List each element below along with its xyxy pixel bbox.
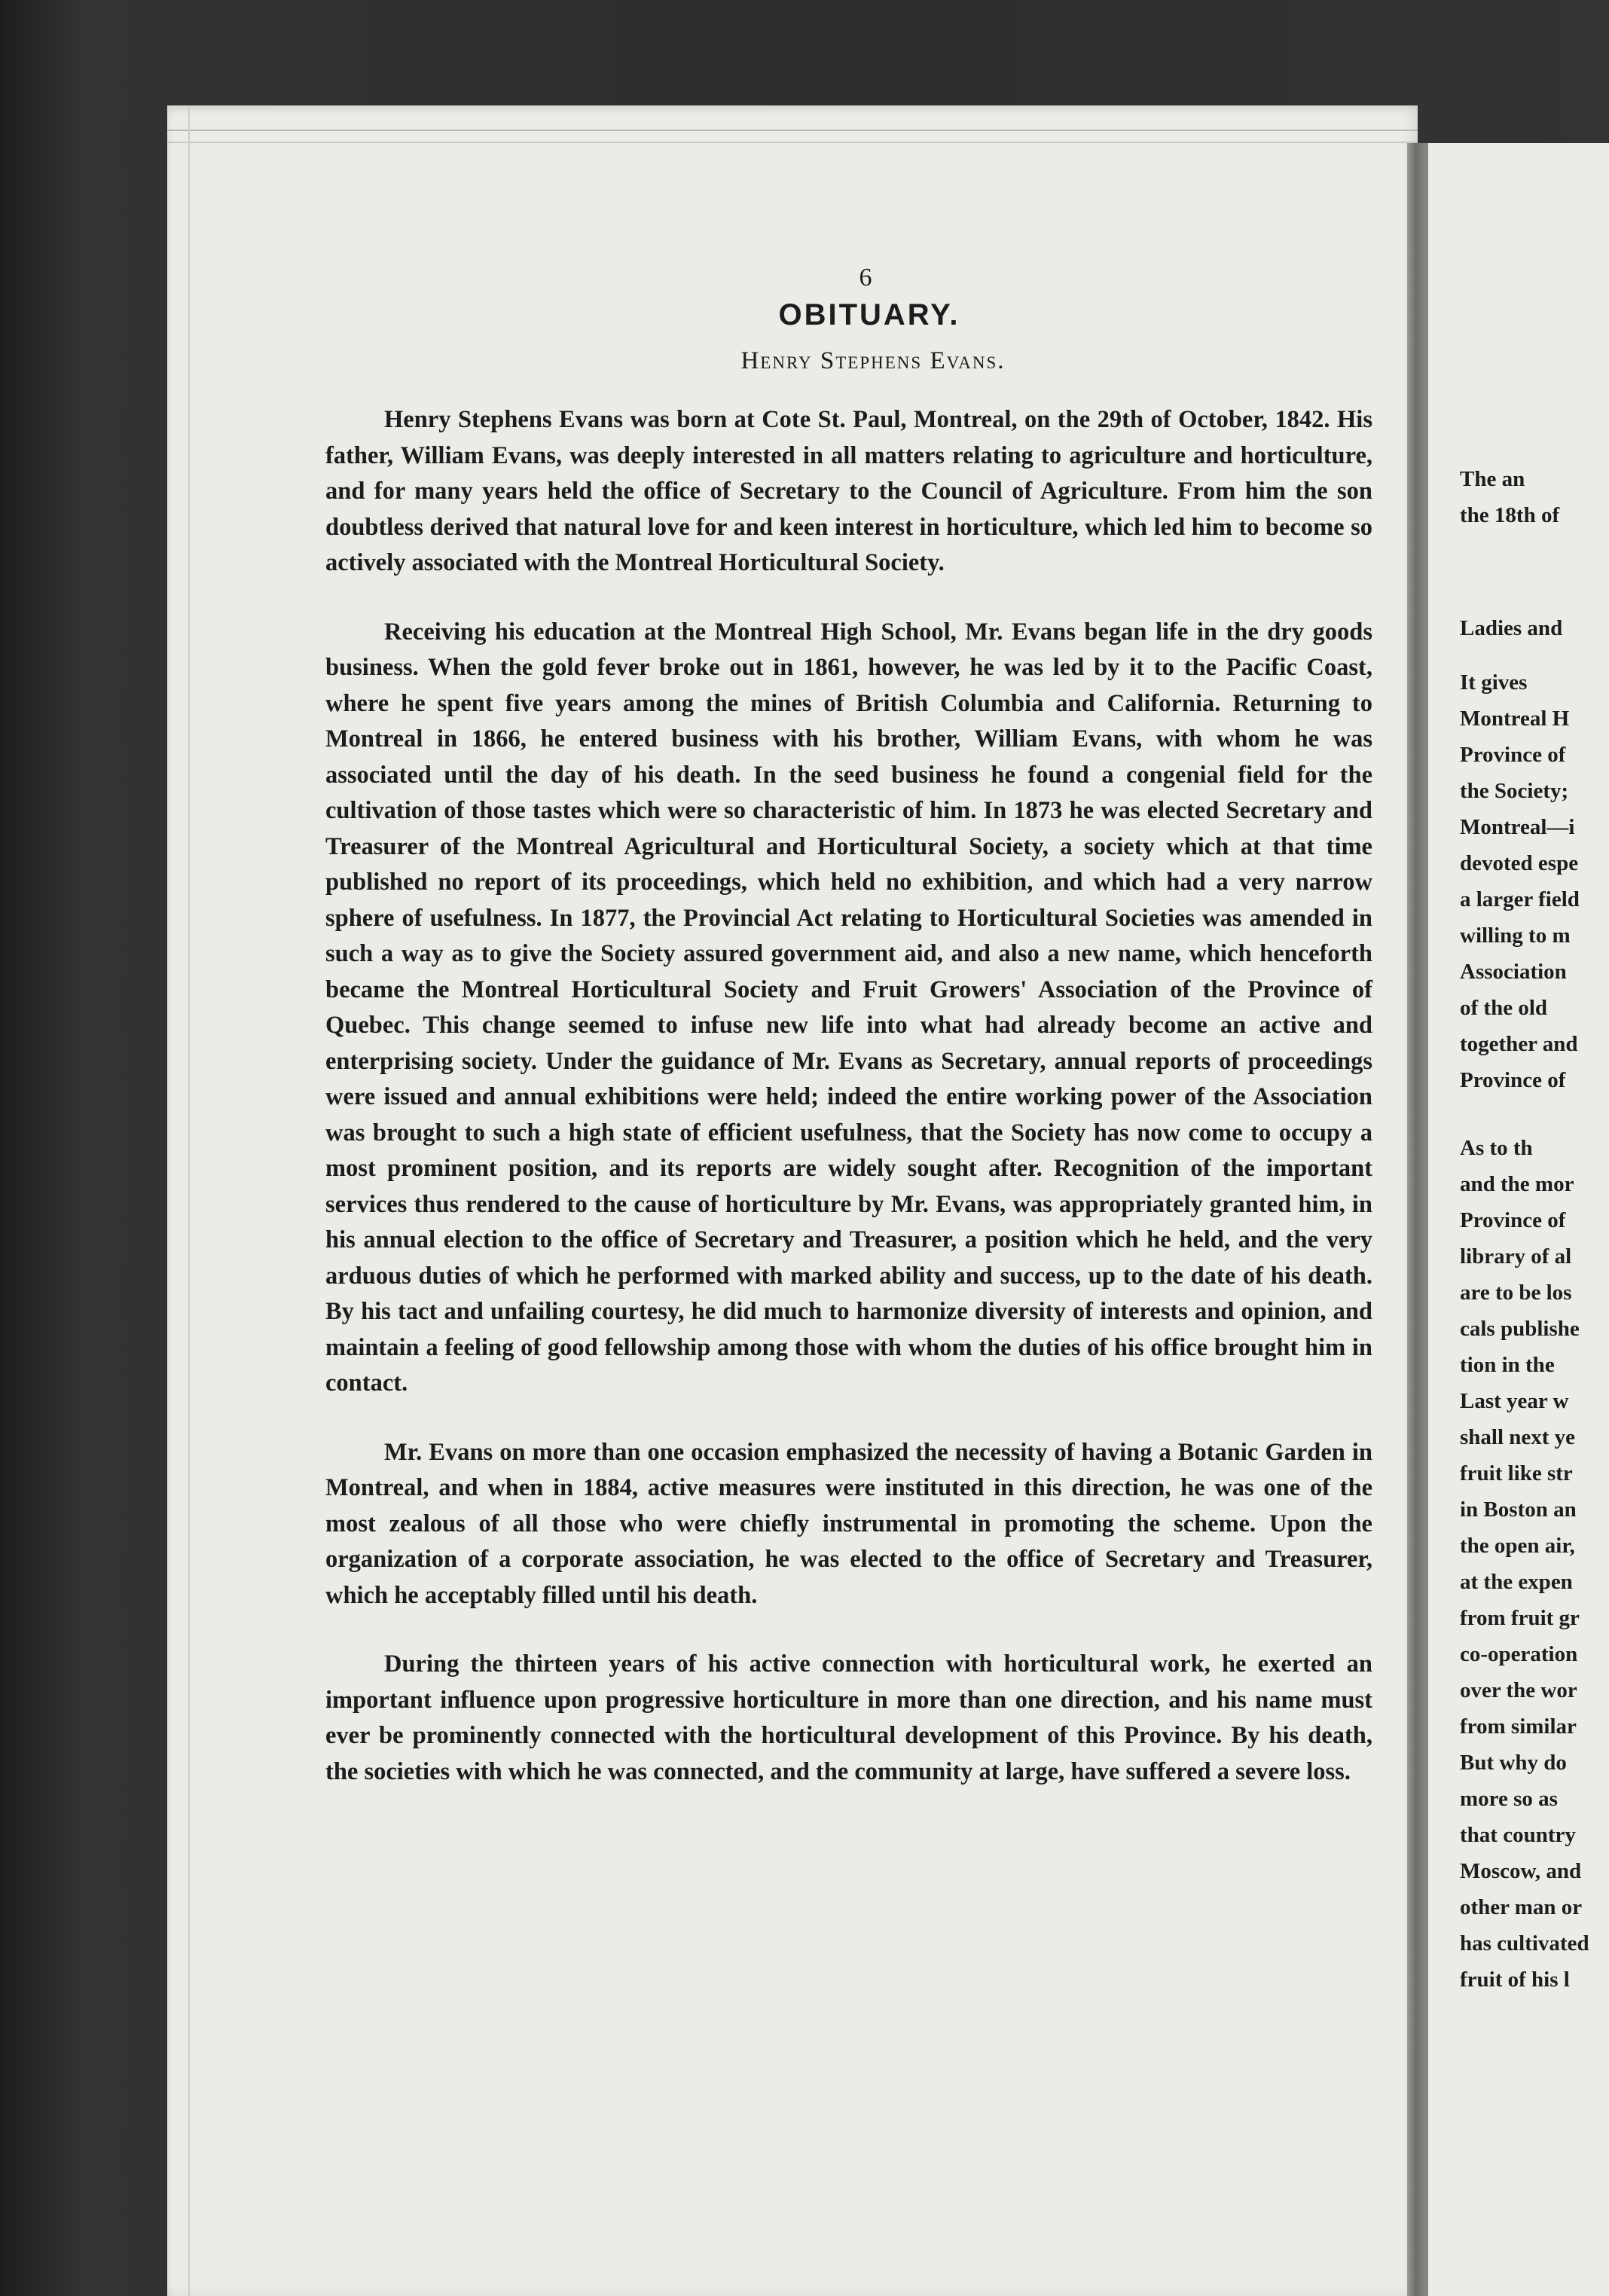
right-page-line: Province of (1460, 1208, 1566, 1232)
right-page-line: Montreal H (1460, 707, 1570, 731)
right-page-line: of the old (1460, 996, 1547, 1020)
right-page-line: other man or (1460, 1895, 1583, 1919)
right-page-line: library of al (1460, 1244, 1572, 1269)
right-page-line: devoted espe (1460, 851, 1579, 875)
right-page-partial (1428, 143, 1609, 2296)
paragraph-botanic-garden: Mr. Evans on more than one occasion emphasized the necessity of having a Botanic Garden in Montreal, and when in 1884, active measures were instituted in this direction, he was one of the most zealous of all those who were chiefly instrumental in promoting the scheme. Upon the organization of a corporate association, he was elected to the office of Secretary and Treasurer, which he acceptably filled until his death. (325, 1438, 1372, 1609)
obituary-subject-name: Henry Stephens Evans. (740, 347, 1006, 374)
right-page-line: Moscow, and (1460, 1859, 1582, 1883)
right-page-line: Montreal—i (1460, 815, 1575, 839)
obituary-text-column (325, 264, 1372, 1823)
right-page-line: together and (1460, 1032, 1578, 1056)
right-page-line: As to th (1460, 1136, 1533, 1160)
right-page-line: fruit of his l (1460, 1968, 1570, 1992)
right-page-line: Ladies and (1460, 616, 1563, 640)
right-page-line: But why do (1460, 1751, 1567, 1775)
right-page-line: It gives (1460, 670, 1528, 695)
book-spine (1407, 143, 1428, 2296)
right-page-line: over the wor (1460, 1678, 1577, 1702)
right-page-line: cals publishe (1460, 1317, 1580, 1341)
paragraph-career: Receiving his education at the Montreal High School, Mr. Evans began life in the dry goods business. When the gold fever broke out in 1861, however, he was led by it to the Pacific Coast, where he spent five years among the mines of British Columbia and California. Returning to Montreal in 1866, he entered business with his brother, William Evans, with whom he was associated until the day of his death. In the seed business he found a congenial field for the cultivation of those tastes which were so characteristic of him. In 1873 he was elected Secretary and Treasurer of the Montreal Agricultural and Horticultural Society, a society which at that time published no report of its proceedings, which held no exhibition, and which had a very narrow sphere of usefulness. In 1877, the Provincial Act relating to Horticultural Societies was amended in such a way as to give the Society assured government aid, and also a new name, which henceforth became the Montreal Horticultural Society and Fruit Growers' Association of the Province of Quebec. This change seemed to infuse new life into what had already become an active and enterprising society. Under the guidance of Mr. Evans as Secretary, annual reports of proceedings were issued and annual exhibitions were held; indeed the entire working power of the Association was brought to such a high state of efficient usefulness, that the Society has now come to occupy a most prominent position, and its reports are widely sought after. Recognition of the important services thus rendered to the cause of horticulture by Mr. Evans, was appropriately granted him, in his annual election to the office of Secretary and Treasurer, a position which he held, and the very arduous duties of which he performed with marked ability and success, up to the date of his death. By his tact and unfailing courtesy, he did much to harmonize diversity of interests and opinion, and maintain a feeling of good fellowship among those with whom the duties of his office brought him in contact. (325, 618, 1372, 1397)
right-page-line: at the expen (1460, 1570, 1573, 1594)
page-number: 6 (859, 264, 872, 292)
right-page-line: that country (1460, 1823, 1576, 1847)
right-page-line: co-operation (1460, 1642, 1578, 1666)
right-page-line: more so as (1460, 1787, 1558, 1811)
right-page-line: has cultivated (1460, 1931, 1589, 1956)
right-page-line: shall next ye (1460, 1425, 1576, 1449)
paragraph-legacy: During the thirteen years of his active connection with horticultural work, he exerted an important influence upon progressive horticulture in more than one direction, and his name must ever be prominently connected with the horticultural development of this Province. By his death, the societies with which he was connected, and the community at large, have suffered a severe loss. (325, 1650, 1372, 1785)
right-page-line: fruit like str (1460, 1461, 1573, 1485)
right-page-line: in Boston an (1460, 1498, 1577, 1522)
right-page-line: the 18th of (1460, 503, 1560, 527)
right-page-line: from fruit gr (1460, 1606, 1580, 1630)
right-page-line: the Society; (1460, 779, 1569, 803)
right-page-line: willing to m (1460, 924, 1571, 948)
right-page-line: a larger field (1460, 887, 1580, 911)
right-page-line: are to be los (1460, 1281, 1572, 1305)
right-page-line: Province of (1460, 1068, 1566, 1092)
right-page-line: The an (1460, 467, 1525, 491)
paragraph-birth: Henry Stephens Evans was born at Cote St. Paul, Montreal, on the 29th of October, 1842. His father, William Evans, was deeply interested in all matters relating to agriculture and horticulture, and for many years held the office of Secretary to the Council of Agriculture. From him the son doubtless derived that natural love for and keen interest in horticulture, which led him to become so actively associated with the Montreal Horticultural Society. (325, 406, 1372, 576)
right-page-line: Association (1460, 960, 1567, 984)
right-page-line: and the mor (1460, 1172, 1574, 1196)
right-page-line: the open air, (1460, 1534, 1575, 1558)
right-page-line: Province of (1460, 743, 1566, 767)
page-title: OBITUARY. (778, 298, 960, 331)
right-page-line: tion in the (1460, 1353, 1555, 1377)
right-page-line: from similar (1460, 1714, 1577, 1739)
right-page-line: Last year w (1460, 1389, 1569, 1413)
